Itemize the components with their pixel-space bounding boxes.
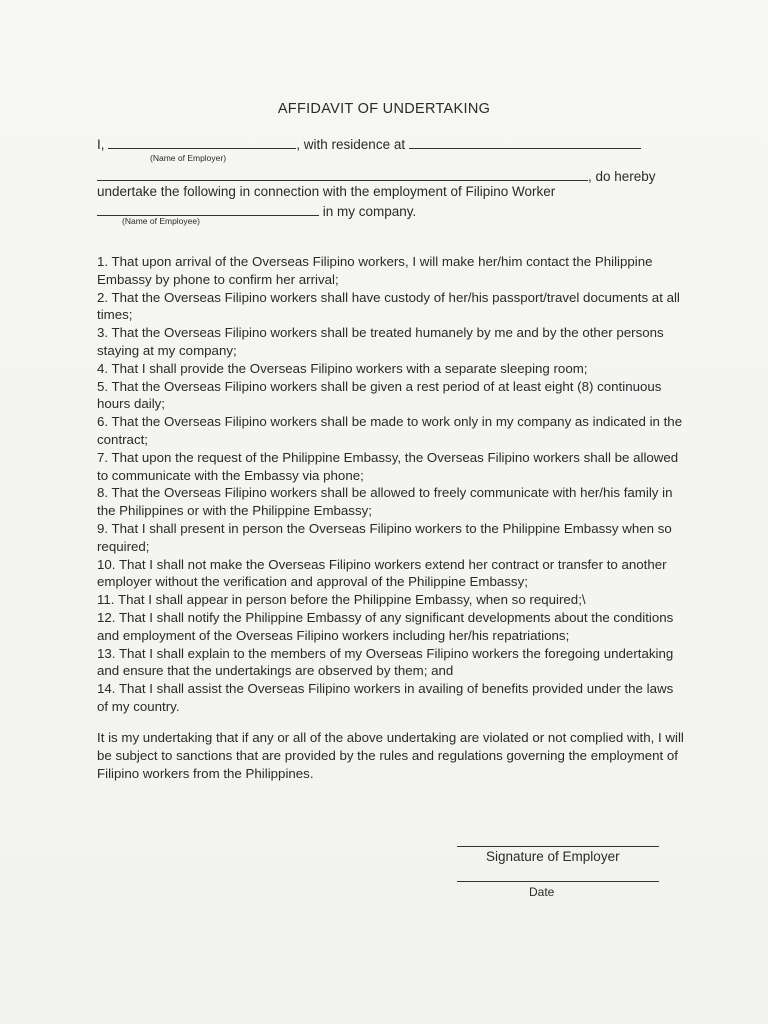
list-item: 12. That I shall notify the Philippine Embassy of any significant developments about the conditions and employment of the Overseas Filipino workers including her/his repatriations; (97, 609, 674, 643)
list-item: 5. That the Overseas Filipino workers shall be given a rest period of at least eight (8) continuous hours daily; (97, 378, 662, 412)
closing-paragraph: It is my undertaking that if any or all of the above undertaking are violated or not complied with, I will be subject to sanctions that are provided by the rules and regulations governing the employment of Filipino workers from the Philippines. (97, 730, 684, 781)
employer-name-caption: (Name of Employer) (150, 153, 227, 163)
list-item: 13. That I shall explain to the members of my Overseas Filipino workers the foregoing undertaking and ensure that the undertakings are observed by them; and (97, 645, 674, 679)
signature-line[interactable] (457, 846, 659, 847)
list-item: 8. That the Overseas Filipino workers shall be allowed to freely communicate with her/his family in the Philippines or with the Philippine Embassy; (97, 485, 673, 519)
list-item: 7. That upon the request of the Philippine Embassy, the Overseas Filipino workers shall be allowed to communicate with the Embassy via phone; (97, 449, 679, 483)
intro-line-2 (97, 168, 656, 184)
undertaking-list (97, 253, 687, 716)
employee-name-blank[interactable] (97, 203, 319, 216)
intro-in-my-company: in my company. (322, 204, 417, 219)
date-label: Date (529, 885, 555, 899)
residence-continued-blank[interactable] (97, 168, 588, 181)
intro-line-1 (97, 136, 641, 152)
list-item: 9. That I shall present in person the Overseas Filipino workers to the Philippine Embassy when so required; (97, 520, 672, 554)
list-item: 3. That the Overseas Filipino workers shall be treated humanely by me and by the other persons staying at my company; (97, 325, 664, 358)
document-title: AFFIDAVIT OF UNDERTAKING (277, 101, 491, 117)
list-item: 1. That upon arrival of the Overseas Filipino workers, I will make her/him contact the Philippine Embassy by phone to confirm her arrival; (97, 254, 653, 287)
employee-name-caption: (Name of Employee) (122, 216, 200, 226)
intro-do-hereby: , do hereby (588, 169, 656, 184)
list-item: 2. That the Overseas Filipino workers shall have custody of her/his passport/travel documents at all times; (97, 289, 680, 323)
list-item: 11. That I shall appear in person before the Philippine Embassy, when so required;\ (97, 592, 586, 608)
list-item: 14. That I shall assist the Overseas Filipino workers in availing of benefits provided under the laws of my country. (97, 681, 674, 714)
residence-blank[interactable] (409, 136, 641, 149)
date-line[interactable] (457, 881, 659, 882)
list-item: 4. That I shall provide the Overseas Filipino workers with a separate sleeping room; (97, 360, 588, 376)
intro-prefix: I, (97, 137, 105, 152)
signature-label: Signature of Employer (486, 849, 620, 864)
intro-line-3: undertake the following in connection with the employment of Filipino Worker (97, 184, 556, 199)
list-item: 6. That the Overseas Filipino workers shall be made to work only in my company as indicated in the contract; (97, 414, 683, 447)
list-item: 10. That I shall not make the Overseas Filipino workers extend her contract or transfer to another employer without the verification and approval of the Philippine Embassy; (97, 556, 667, 590)
intro-residence-text: , with residence at (296, 137, 406, 152)
employer-name-blank[interactable] (108, 136, 296, 149)
